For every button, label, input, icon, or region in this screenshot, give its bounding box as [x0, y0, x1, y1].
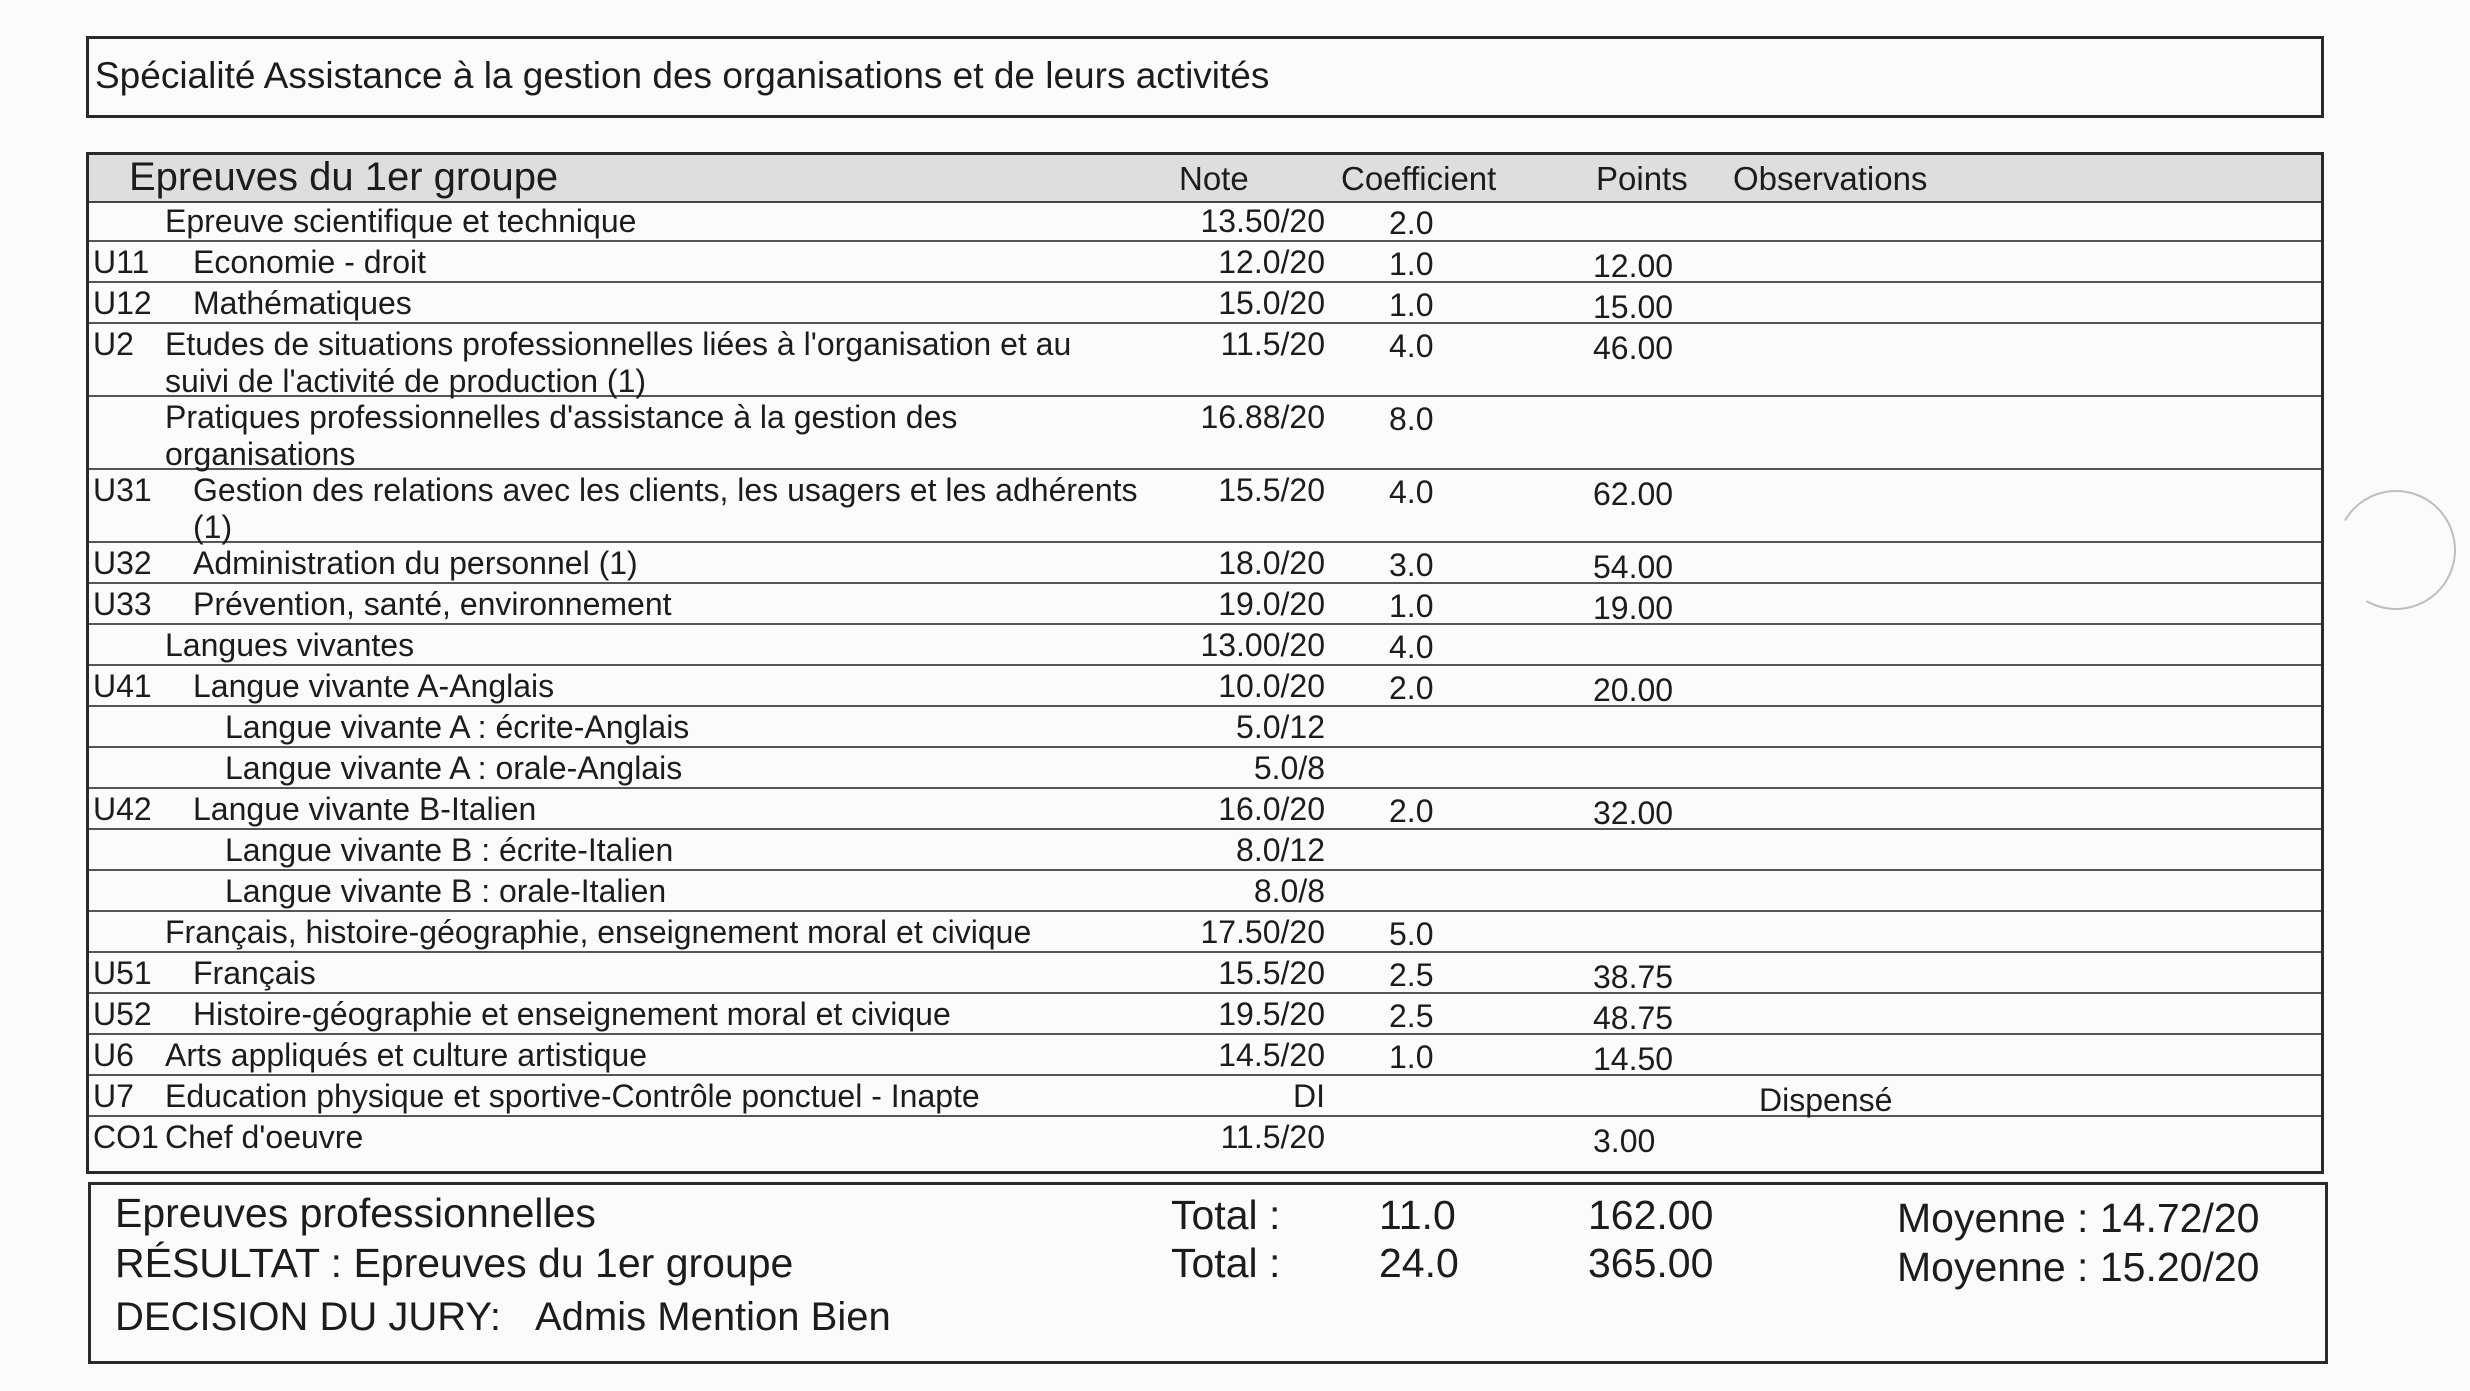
- row-code: U42: [93, 791, 152, 827]
- header-title: Epreuves du 1er groupe: [129, 155, 559, 199]
- row-coefficient: 2.5: [1389, 998, 1434, 1034]
- table-row: [89, 1117, 2321, 1158]
- row-points: 38.75: [1593, 959, 1674, 995]
- row-code: U12: [93, 285, 152, 321]
- row-note: 13.50/20: [1200, 203, 1325, 239]
- row-note: 13.00/20: [1200, 627, 1325, 663]
- pro-label: Epreuves professionnelles: [115, 1190, 596, 1236]
- row-label: Etudes de situations professionnelles liées à l'organisation et au suivi de l'activité de production (1): [165, 326, 1072, 399]
- decision-label: DECISION DU JURY:: [115, 1295, 501, 1339]
- row-points: 3.00: [1593, 1123, 1656, 1159]
- table-row: [89, 748, 2321, 789]
- row-points: 20.00: [1593, 672, 1674, 708]
- specialite-title: Spécialité Assistance à la gestion des organisations et de leurs activités: [95, 55, 1270, 96]
- row-note: 17.50/20: [1200, 914, 1325, 950]
- row-coefficient: 4.0: [1389, 474, 1434, 510]
- row-points: 15.00: [1593, 289, 1674, 325]
- pro-total-label: Total :: [1171, 1192, 1281, 1238]
- row-points: 46.00: [1593, 330, 1674, 366]
- row-note: 11.5/20: [1220, 1119, 1325, 1155]
- row-label: Mathématiques: [193, 285, 412, 321]
- result-points: 365.00: [1588, 1240, 1714, 1286]
- row-label: Langue vivante A : écrite-Anglais: [225, 709, 690, 745]
- pro-moyenne: Moyenne : 14.72/20: [1897, 1195, 2260, 1241]
- row-label: Administration du personnel (1): [193, 545, 638, 581]
- table-row: [89, 584, 2321, 625]
- table-row: [89, 707, 2321, 748]
- table-row: [89, 242, 2321, 283]
- row-note: 8.0/8: [1253, 873, 1325, 909]
- result-moyenne: Moyenne : 15.20/20: [1897, 1244, 2260, 1290]
- row-coefficient: 4.0: [1389, 328, 1434, 364]
- table-row: [89, 871, 2321, 912]
- row-code: U7: [93, 1078, 134, 1114]
- table-row: [89, 470, 2321, 543]
- table-header: [89, 155, 2321, 203]
- row-code: U52: [93, 996, 152, 1032]
- row-code: U11: [93, 244, 150, 280]
- row-note: 15.0/20: [1218, 285, 1325, 321]
- row-points: 62.00: [1593, 476, 1674, 512]
- row-label: Arts appliqués et culture artistique: [165, 1037, 648, 1073]
- row-coefficient: 1.0: [1389, 246, 1434, 282]
- header-coefficient: Coefficient: [1341, 160, 1497, 197]
- row-label: Economie - droit: [193, 244, 426, 280]
- row-note: 16.0/20: [1218, 791, 1325, 827]
- row-code: U6: [93, 1037, 134, 1073]
- pro-points: 162.00: [1588, 1192, 1714, 1238]
- row-code: U41: [93, 668, 152, 704]
- row-coefficient: 3.0: [1389, 547, 1434, 583]
- table-row: [89, 994, 2321, 1035]
- row-note: 14.5/20: [1218, 1037, 1325, 1073]
- row-note: 11.5/20: [1220, 326, 1325, 362]
- row-coefficient: 8.0: [1389, 401, 1434, 437]
- row-label: Langue vivante B-Italien: [193, 791, 537, 827]
- row-note: 5.0/12: [1236, 709, 1325, 745]
- row-label: Pratiques professionnelles d'assistance à la gestion des organisations: [165, 399, 958, 472]
- row-label: Gestion des relations avec les clients, les usagers et les adhérents (1): [193, 472, 1138, 545]
- row-points: 54.00: [1593, 549, 1674, 585]
- row-code: U2: [93, 326, 134, 362]
- row-note: 18.0/20: [1218, 545, 1325, 581]
- summary-box: [88, 1182, 2328, 1364]
- punch-hole: [2323, 477, 2470, 624]
- row-label: Français: [193, 955, 316, 991]
- result-label: RÉSULTAT : Epreuves du 1er groupe: [115, 1240, 794, 1286]
- table-row: [89, 1035, 2321, 1076]
- table-row: [89, 789, 2321, 830]
- row-coefficient: 5.0: [1389, 916, 1434, 952]
- row-points: 48.75: [1593, 1000, 1674, 1036]
- row-coefficient: 1.0: [1389, 1039, 1434, 1075]
- row-code: CO1: [93, 1119, 159, 1155]
- row-label: Français, histoire-géographie, enseignement moral et civique: [165, 914, 1032, 950]
- row-code: U32: [93, 545, 152, 581]
- table-row: [89, 1076, 2321, 1117]
- row-note: 19.5/20: [1218, 996, 1325, 1032]
- row-note: 15.5/20: [1218, 955, 1325, 991]
- row-label: Langues vivantes: [165, 627, 415, 663]
- row-note: 10.0/20: [1218, 668, 1325, 704]
- table-row: [89, 666, 2321, 707]
- row-note: 16.88/20: [1200, 399, 1325, 435]
- row-label: Histoire-géographie et enseignement moral et civique: [193, 996, 951, 1032]
- row-points: 12.00: [1593, 248, 1674, 284]
- table-row: [89, 397, 2321, 470]
- specialite-box: [86, 36, 2324, 118]
- results-table: [86, 152, 2324, 1174]
- row-note: 15.5/20: [1218, 472, 1325, 508]
- row-coefficient: 2.5: [1389, 957, 1434, 993]
- row-label: Epreuve scientifique et technique: [165, 203, 637, 239]
- row-code: U33: [93, 586, 152, 622]
- table-row: [89, 543, 2321, 584]
- row-note: 5.0/8: [1253, 750, 1325, 786]
- row-points: 14.50: [1593, 1041, 1674, 1077]
- decision-value: Admis Mention Bien: [535, 1295, 891, 1339]
- row-observation: Dispensé: [1759, 1082, 1893, 1118]
- row-code: U51: [93, 955, 152, 991]
- row-points: 32.00: [1593, 795, 1674, 831]
- row-label: Langue vivante B : écrite-Italien: [225, 832, 674, 868]
- row-note: DI: [1293, 1078, 1325, 1114]
- row-label: Langue vivante A : orale-Anglais: [225, 750, 683, 786]
- row-note: 8.0/12: [1236, 832, 1325, 868]
- header-note: Note: [1179, 160, 1249, 197]
- header-points: Points: [1596, 160, 1688, 197]
- table-row: [89, 912, 2321, 953]
- row-label: Chef d'oeuvre: [165, 1119, 364, 1155]
- row-coefficient: 2.0: [1389, 670, 1434, 706]
- row-coefficient: 2.0: [1389, 793, 1434, 829]
- row-coefficient: 4.0: [1389, 629, 1434, 665]
- row-note: 12.0/20: [1218, 244, 1325, 280]
- row-label: Education physique et sportive-Contrôle ponctuel - Inapte: [165, 1078, 980, 1114]
- table-row: [89, 625, 2321, 666]
- header-observations: Observations: [1733, 160, 1928, 197]
- row-label: Prévention, santé, environnement: [193, 586, 672, 622]
- row-coefficient: 2.0: [1389, 205, 1434, 241]
- table-row: [89, 830, 2321, 871]
- table-row: [89, 283, 2321, 324]
- row-points: 19.00: [1593, 590, 1674, 626]
- result-total-label: Total :: [1171, 1240, 1281, 1286]
- table-row: [89, 953, 2321, 994]
- table-row: [89, 201, 2321, 242]
- pro-coef: 11.0: [1379, 1192, 1456, 1238]
- row-label: Langue vivante B : orale-Italien: [225, 873, 667, 909]
- row-code: U31: [93, 472, 152, 508]
- result-coef: 24.0: [1379, 1240, 1459, 1286]
- table-row: [89, 324, 2321, 397]
- row-note: 19.0/20: [1218, 586, 1325, 622]
- row-coefficient: 1.0: [1389, 287, 1434, 323]
- row-label: Langue vivante A-Anglais: [193, 668, 555, 704]
- row-coefficient: 1.0: [1389, 588, 1434, 624]
